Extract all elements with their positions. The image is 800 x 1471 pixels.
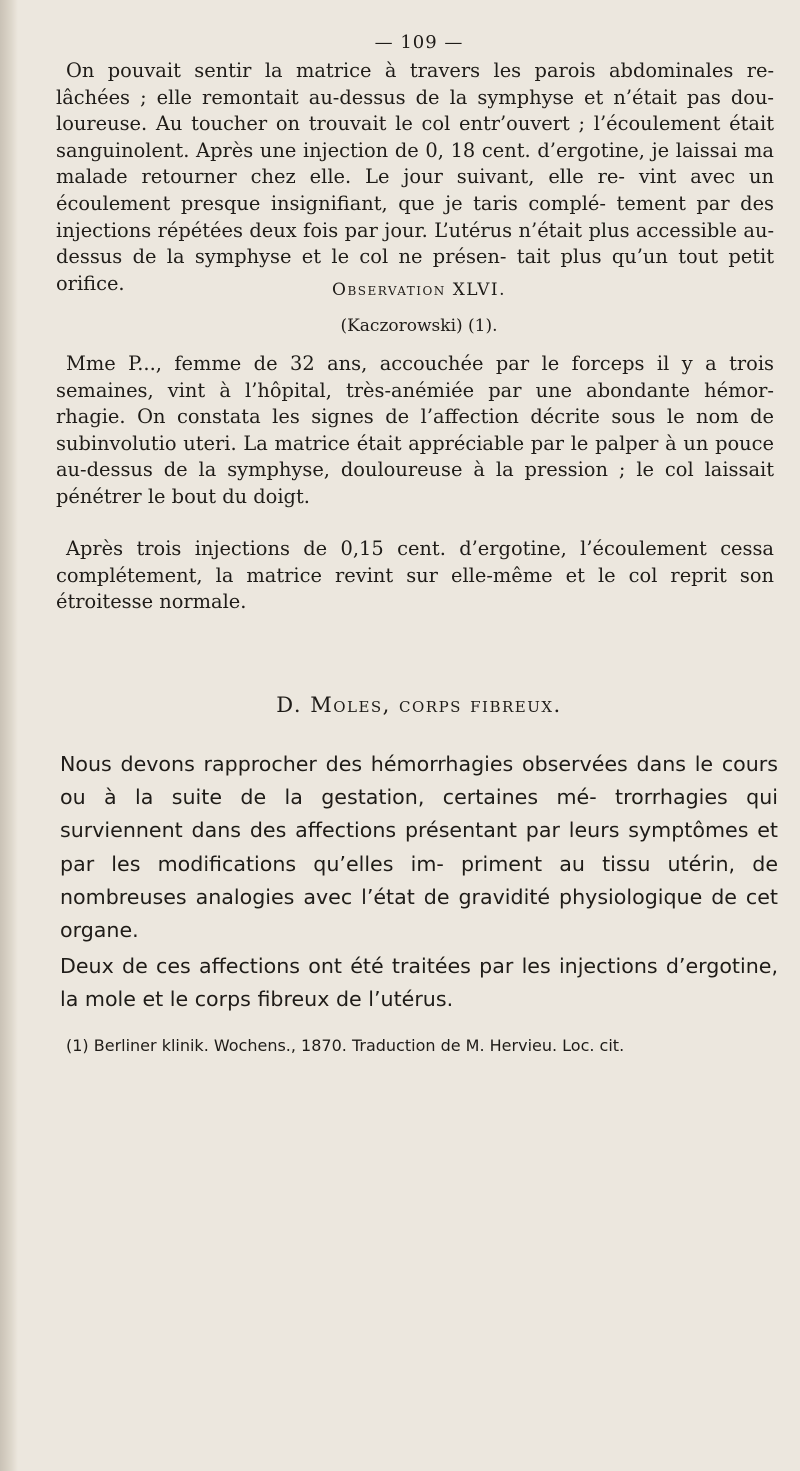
paragraph-section-treatment: Deux de ces affections ont été traitées par les injections d’ergotine, la mole et le corps fibreux de l’utérus. [60,954,778,1012]
page-number: — 109 — [374,32,464,53]
page-gutter-shadow [0,0,18,1471]
footnote: (1) Berliner klinik. Wochens., 1870. Traduction de M. Hervieu. Loc. cit. [66,1036,625,1055]
paragraph-intro: On pouvait sentir la matrice à travers les parois abdominales re- lâchées ; elle remontait au-dessus de la symphyse et n’était pas dou- loureuse. Au toucher on trouvait le col entr’ouvert ; l’écoulement était sanguinolent. Après une injection de 0, 18 cent. d’ergotine, je laissai ma malade retourner chez elle. Le jour suivant, elle re- vint avec un écoulement presque insignifiant, que je taris complé- tement par des injections répétées deux fois par jour. L’utérus n’était plus accessible au-dessus de la symphyse et le col ne présen- tait plus qu’un tout petit orifice. [56,59,774,295]
paragraph-case-description: Mme P..., femme de 32 ans, accouchée par le forceps il y a trois semaines, vint à l’hôpital, très-anémiée par une abondante hémor- rhagie. On constata les signes de l’affection décrite sous le nom de subinvolutio uteri. La matrice était appréciable par le palper à un pouce au-dessus de la symphyse, douloureuse à la pression ; le col laissait pénétrer le bout du doigt. [56,352,774,508]
observation-heading: Observation XLVI. [332,280,506,300]
observation-author: (Kaczorowski) (1). [340,316,498,336]
section-title: D. Moles, corps fibreux. [276,693,562,717]
paragraph-case-outcome: Après trois injections de 0,15 cent. d’ergotine, l’écoulement cessa complétement, la matrice revint sur elle-même et le col reprit son étroitesse normale. [56,537,774,614]
paragraph-section-intro: Nous devons rapprocher des hémorrhagies observées dans le cours ou à la suite de la gestation, certaines mé- trorrhagies qui surviennent dans des affections présentant par leurs symptômes et par les modifications qu’elles im- priment au tissu utérin, de nombreuses analogies avec l’état de gravidité physiologique de cet organe. [60,752,778,943]
